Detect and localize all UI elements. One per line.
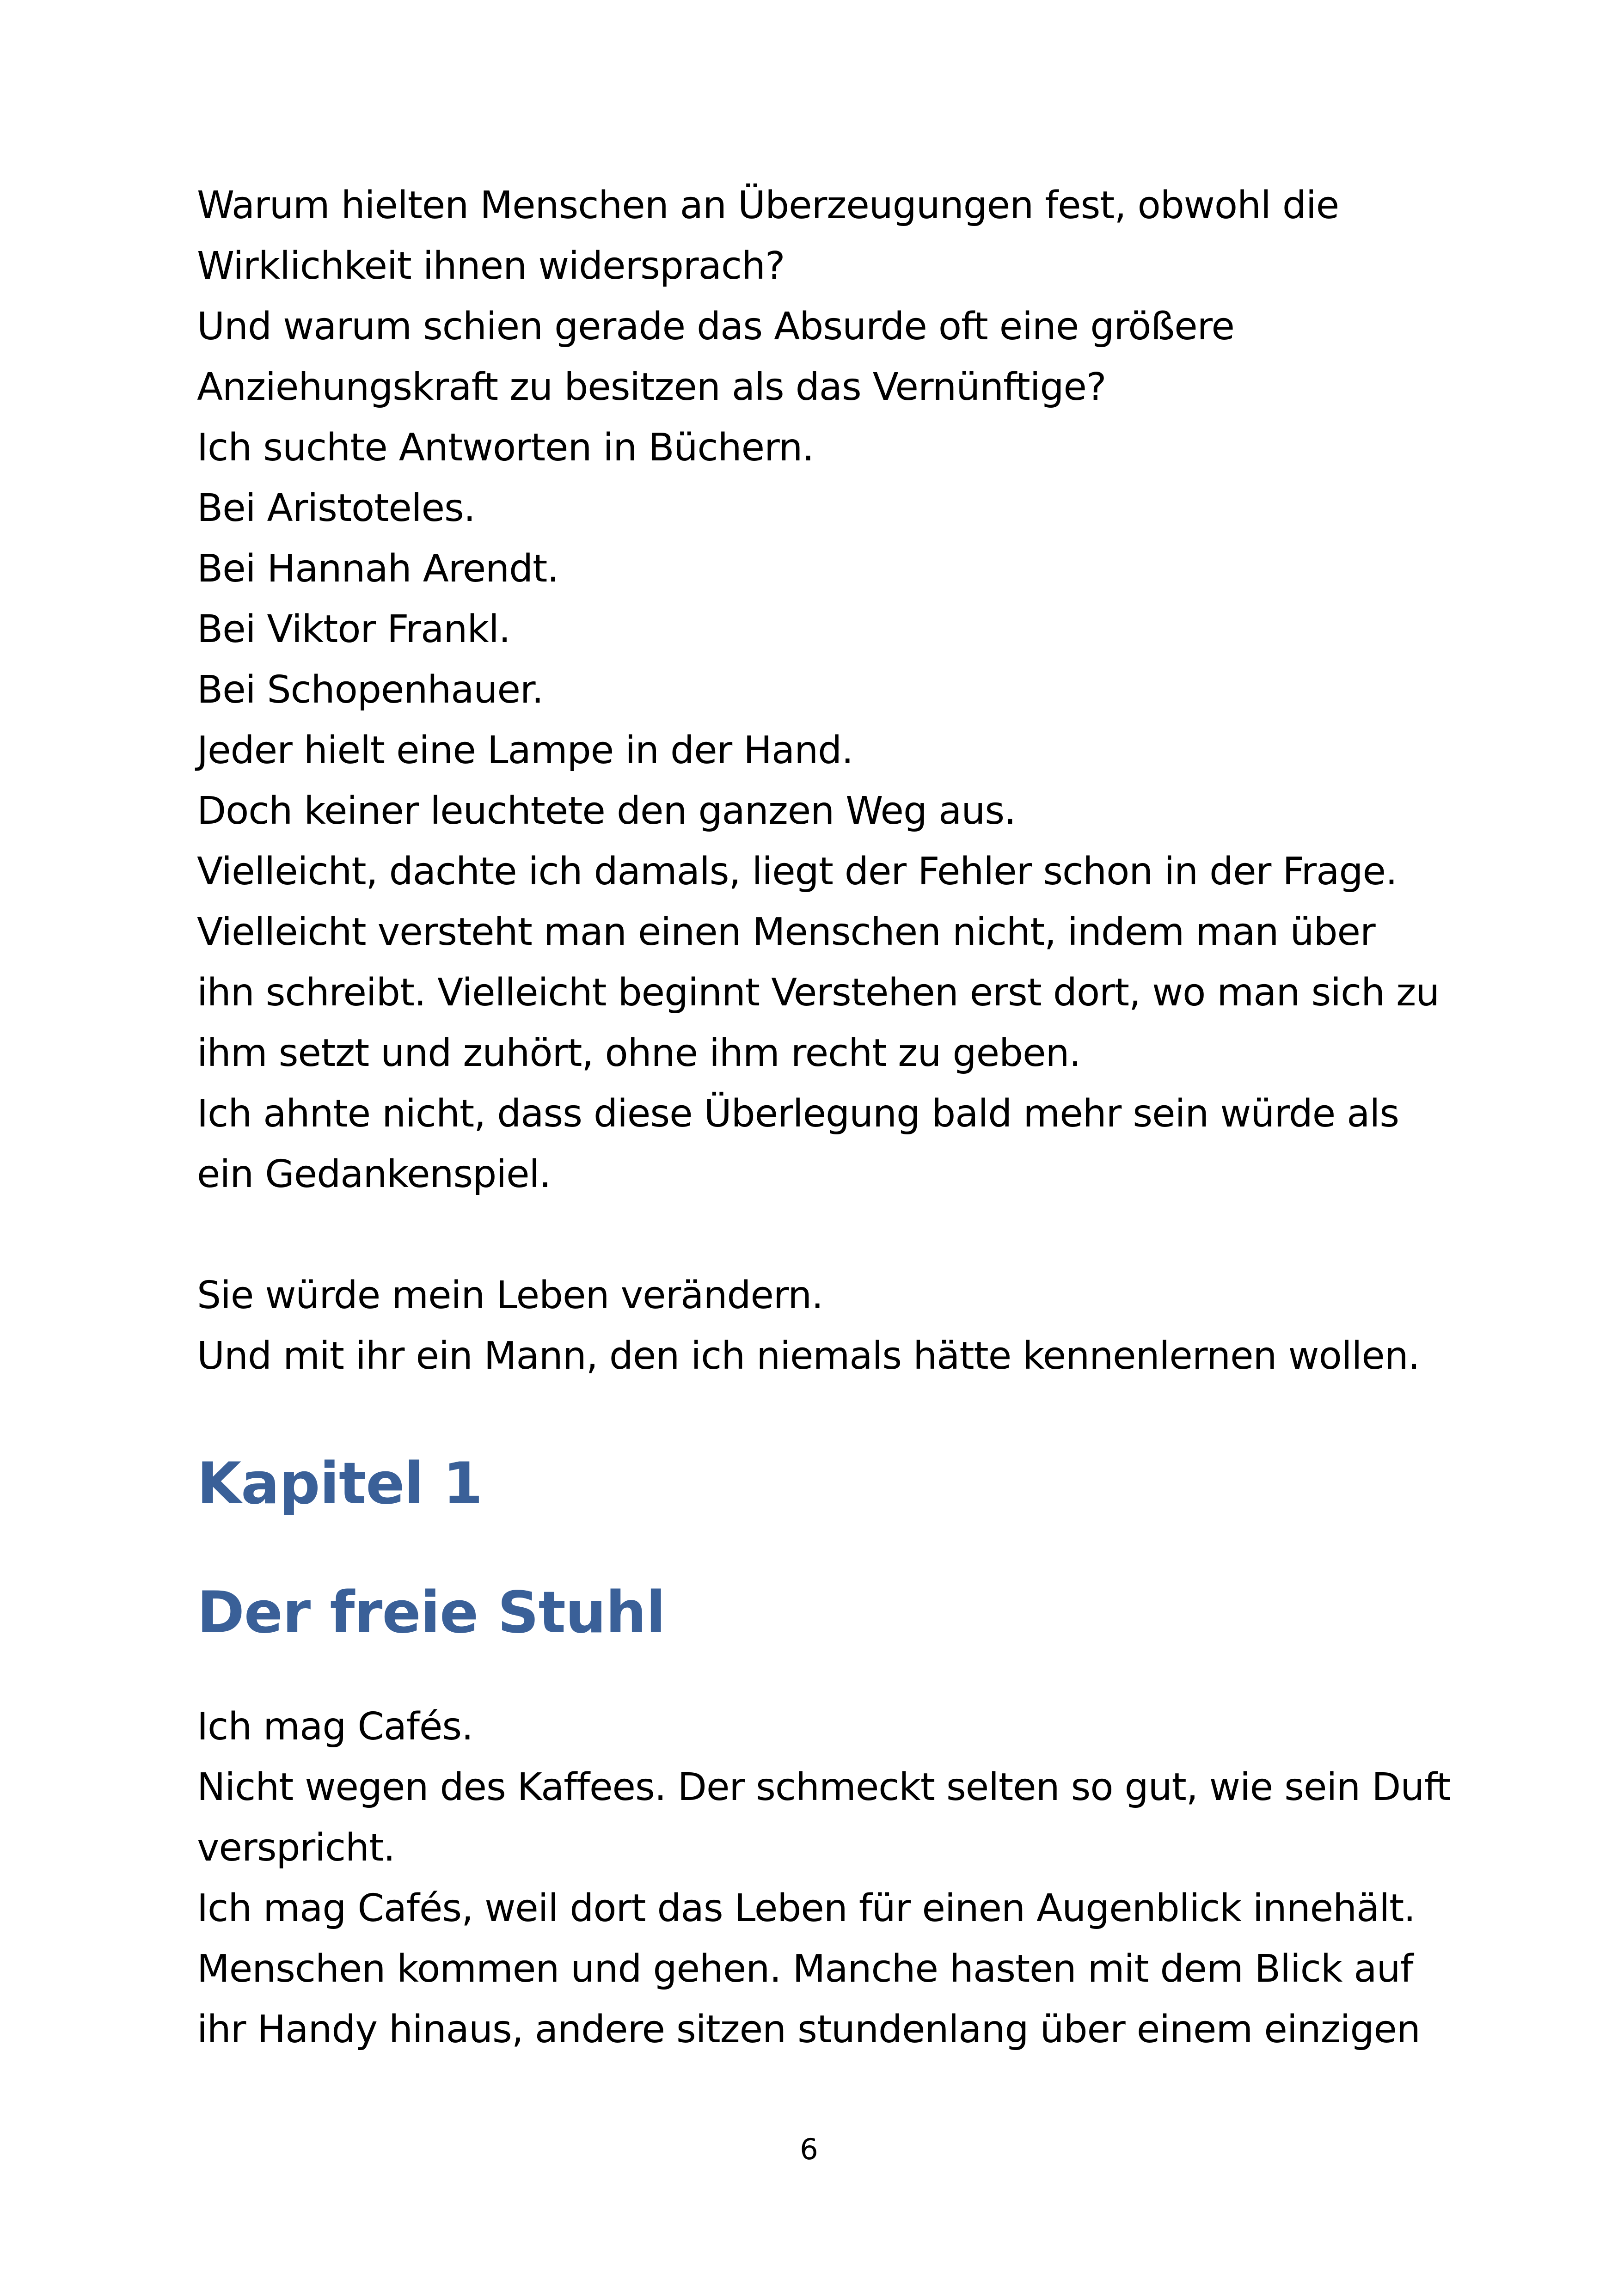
text-line: ihr Handy hinaus, andere sitzen stundenlang über einem einzigen — [197, 2008, 1420, 2051]
chapter-number-heading: Kapitel 1 — [197, 1451, 483, 1517]
text-line: Jeder hielt eine Lampe in der Hand. — [197, 729, 853, 772]
text-line: Bei Hannah Arendt. — [197, 547, 559, 591]
text-line: Sie würde mein Leben verändern. — [197, 1274, 823, 1317]
text-line: ihm setzt und zuhört, ohne ihm recht zu geben. — [197, 1031, 1081, 1075]
text-line: Wirklichkeit ihnen widersprach? — [197, 244, 785, 288]
text-line: Vielleicht, dachte ich damals, liegt der Fehler schon in der Frage. — [197, 850, 1397, 894]
text-line: verspricht. — [197, 1826, 395, 1870]
text-line: Vielleicht versteht man einen Menschen nicht, indem man über — [197, 910, 1375, 954]
text-line: Bei Schopenhauer. — [197, 668, 544, 712]
text-line: Ich ahnte nicht, dass diese Überlegung bald mehr sein würde als — [197, 1092, 1399, 1136]
text-line: Bei Viktor Frankl. — [197, 607, 510, 651]
text-line: Und warum schien gerade das Absurde oft eine größere — [197, 305, 1234, 349]
chapter-title: Der freie Stuhl — [197, 1580, 665, 1646]
text-line: Doch keiner leuchtete den ganzen Weg aus. — [197, 789, 1016, 833]
text-line: Ich mag Cafés, weil dort das Leben für einen Augenblick innehält. — [197, 1886, 1416, 1930]
text-line: Warum hielten Menschen an Überzeugungen fest, obwohl die — [197, 184, 1339, 227]
text-line: Ich mag Cafés. — [197, 1705, 473, 1749]
text-line: ihn schreibt. Vielleicht beginnt Verstehen erst dort, wo man sich zu — [197, 971, 1440, 1015]
text-line: Ich suchte Antworten in Büchern. — [197, 426, 814, 470]
text-line: Nicht wegen des Kaffees. Der schmeckt selten so gut, wie sein Duft — [197, 1765, 1451, 1809]
text-line: Menschen kommen und gehen. Manche hasten mit dem Blick auf — [197, 1947, 1413, 1991]
text-line: Und mit ihr ein Mann, den ich niemals hätte kennenlernen wollen. — [197, 1334, 1420, 1378]
page-number: 6 — [800, 2132, 818, 2166]
text-line: ein Gedankenspiel. — [197, 1152, 551, 1196]
text-line: Bei Aristoteles. — [197, 486, 475, 530]
text-line: Anziehungskraft zu besitzen als das Vernünftige? — [197, 365, 1106, 409]
